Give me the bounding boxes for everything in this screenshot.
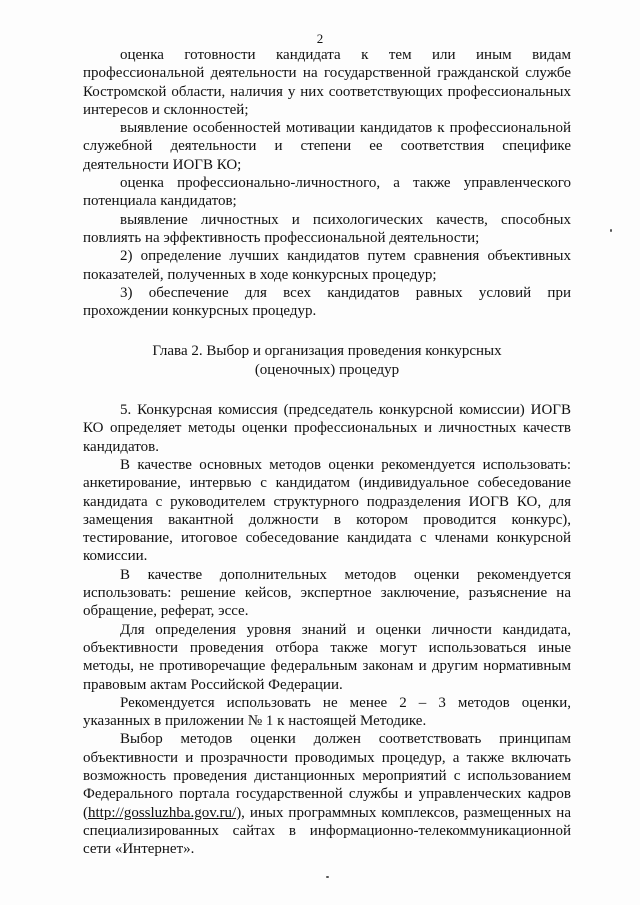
- scan-speck: [326, 876, 329, 878]
- paragraph-recommended-count: Рекомендуется использовать не менее 2 – 3 методов оценки, указанных в приложении № 1 к настоящей Методике.: [83, 694, 571, 730]
- document-body: [83, 46, 571, 858]
- paragraph-commission-methods: 5. Конкурсная комиссия (председатель конкурсной комиссии) ИОГВ КО определяет методы оценки профессиональных и личностных качеств кандидатов.: [83, 402, 571, 455]
- paragraph-managerial-potential: оценка профессионально-личностного, а также управленческого потенциала кандидатов;: [83, 175, 571, 210]
- paragraph-other-methods: Для определения уровня знаний и оценки личности кандидата, объективности проведения отбора также могут использоваться иные методы, не противоречащие федеральным законам и другим нормативным правовым актам Российской Федерации.: [83, 621, 571, 693]
- paragraph-equal-conditions: 3) обеспечение для всех кандидатов равных условий при прохождении конкурсных процедур.: [83, 284, 571, 320]
- method-selection-text-end: ), иных программных комплексов, размещенных на специализированных сайтах в информационно-телекоммуникационной сети «Интернет».: [83, 804, 571, 858]
- chapter-heading: [83, 342, 571, 379]
- paragraph-motivation: выявление особенностей мотивации кандидатов к профессиональной служебной деятельности и степени ее соответствия специфике деятельности ИОГВ КО;: [83, 120, 571, 173]
- chapter-heading-line-1: Глава 2. Выбор и организация проведения конкурсных: [152, 343, 502, 360]
- chapter-heading-line-2: (оценочных) процедур: [254, 361, 400, 378]
- paragraph-best-candidates: 2) определение лучших кандидатов путем сравнения объективных показателей, полученных в ходе конкурсных процедур;: [83, 248, 571, 283]
- paragraph-assessment-readiness: оценка готовности кандидата к тем или иным видам профессиональной деятельности на государственной гражданской службе Костромской области, наличия у них соответствующих профессиональных интересов и склонностей;: [83, 47, 571, 118]
- method-selection-text-start: Выбор методов оценки должен соответствовать принципам объективности и прозрачности проводимых процедур, а также включать возможность проведения дистанционных мероприятий с использованием Федерального портала государственной службы и управленческих кадров (: [83, 731, 571, 821]
- paragraph-personal-qualities: выявление личностных и психологических качеств, способных повлиять на эффективность профессиональной деятельности;: [83, 211, 571, 246]
- gossluzhba-link[interactable]: http://gossluzhba.gov.ru/: [88, 804, 237, 821]
- paragraph-method-selection: [83, 730, 571, 858]
- paragraph-main-methods: В качестве основных методов оценки рекомендуется использовать: анкетирование, интервью с кандидатом (индивидуальное собеседование кандидата с руководителем структурного подразделения ИОГВ КО, для замещения вакантной должности в котором проводится конкурс), тестирование, итоговое собеседование кандидата с членами конкурсной комиссии.: [83, 456, 571, 565]
- scan-speck: [610, 229, 612, 232]
- paragraph-additional-methods: В качестве дополнительных методов оценки рекомендуется использовать: решение кейсов, экспертное заключение, разъяснение на обращение, реферат, эссе.: [83, 566, 571, 620]
- page-number: 2: [316, 31, 324, 46]
